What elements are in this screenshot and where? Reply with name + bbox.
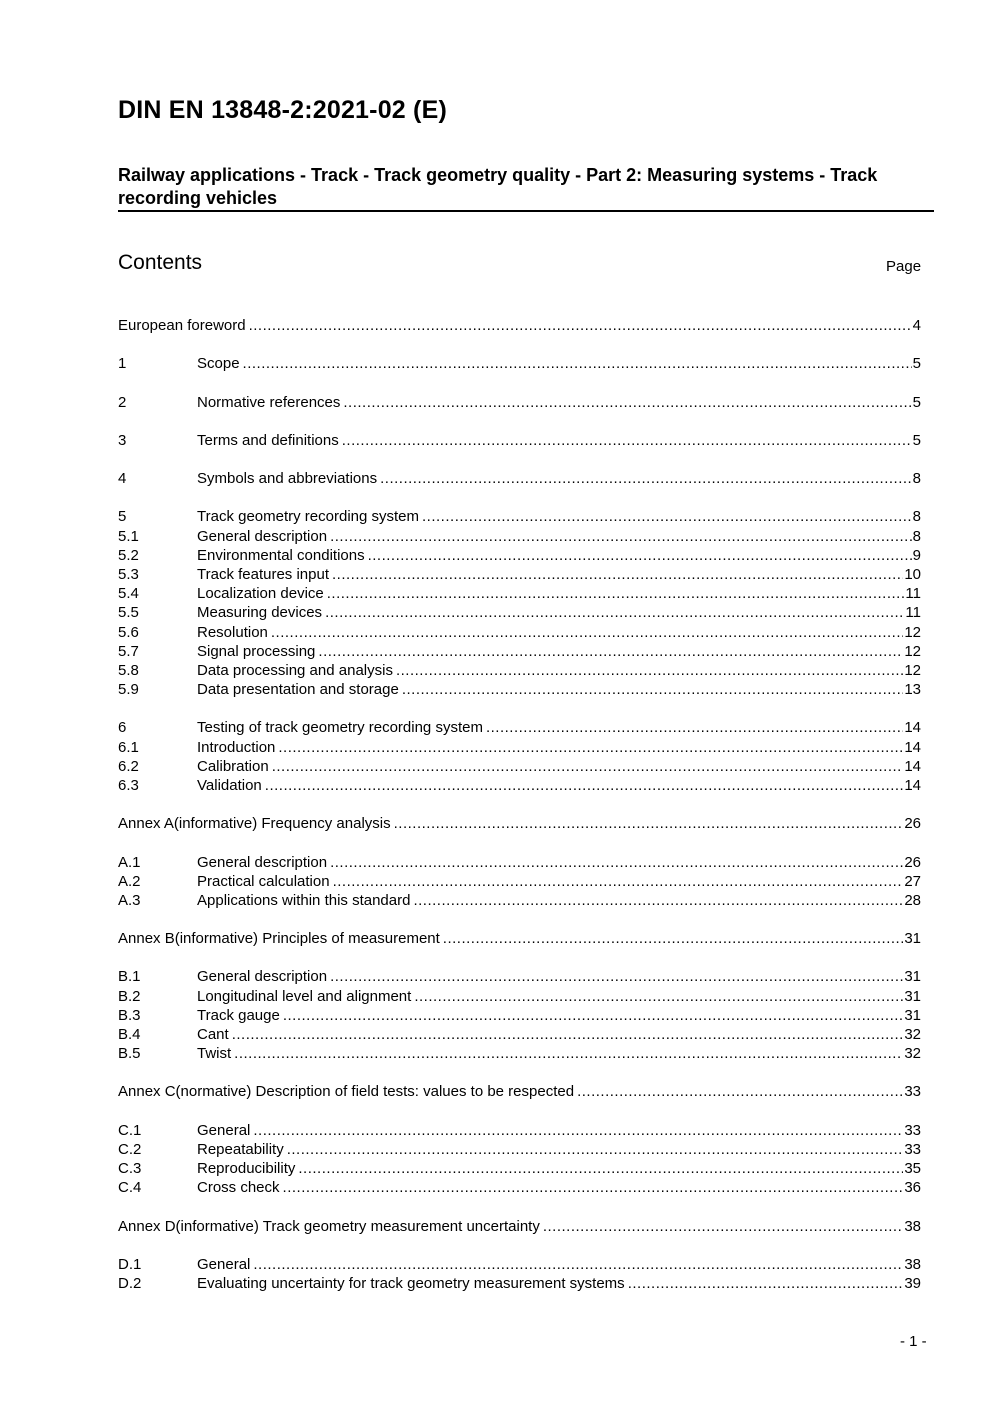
toc-entry[interactable]: [118, 354, 921, 373]
toc-entry-page: 14: [904, 757, 921, 775]
toc-entry-title: Measuring devices: [197, 604, 323, 622]
toc-entry-number: C.1: [118, 1121, 142, 1139]
toc-entry-page: 39: [904, 1275, 921, 1293]
toc-entry[interactable]: [118, 814, 921, 833]
toc-entry[interactable]: [118, 1255, 921, 1274]
toc-entry-title: Annex C(normative) Description of field tests: values to be respected: [118, 1083, 575, 1101]
toc-dot-leader: [628, 1274, 904, 1293]
toc-entry[interactable]: [118, 1044, 921, 1063]
toc-dot-leader: [343, 393, 911, 412]
toc-entry-title: Resolution: [197, 623, 268, 641]
toc-entry-page: 12: [904, 623, 921, 641]
toc-entry-page: 8: [912, 470, 921, 488]
toc-dot-leader: [368, 546, 912, 565]
toc-dot-leader: [332, 565, 903, 584]
toc-entry-title: Data processing and analysis: [197, 661, 393, 679]
toc-entry[interactable]: [118, 853, 921, 872]
toc-dot-leader: [272, 757, 904, 776]
toc-dot-leader: [253, 1121, 903, 1140]
toc-entry-number: 5.2: [118, 546, 139, 564]
toc-entry-number: 5.5: [118, 604, 139, 622]
toc-dot-leader: [380, 469, 912, 488]
toc-entry-number: 5.4: [118, 585, 139, 603]
toc-entry-title: Annex B(informative) Principles of measurement: [118, 930, 440, 948]
toc-entry-number: 6: [118, 719, 127, 737]
toc-entry[interactable]: [118, 1082, 921, 1101]
toc-dot-leader: [396, 661, 903, 680]
toc-entry-page: 14: [904, 776, 921, 794]
toc-entry-page: 8: [912, 508, 921, 526]
toc-entry-page: 26: [904, 815, 921, 833]
toc-entry[interactable]: [118, 1217, 921, 1236]
toc-entry-page: 38: [904, 1255, 921, 1273]
toc-entry-title: Track geometry recording system: [197, 508, 420, 526]
toc-entry[interactable]: [118, 967, 921, 986]
toc-entry-number: A.2: [118, 872, 141, 890]
toc-dot-leader: [394, 814, 904, 833]
footer-page-number: - 1 -: [900, 1333, 927, 1350]
toc-dot-leader: [234, 1044, 903, 1063]
toc-entry-page: 31: [904, 930, 921, 948]
toc-entry-title: Scope: [197, 355, 240, 373]
toc-entry-page: 33: [904, 1121, 921, 1139]
toc-entry-title: Track features input: [197, 565, 330, 583]
toc-entry[interactable]: [118, 776, 921, 795]
toc-entry-title: Calibration: [197, 757, 269, 775]
toc-dot-leader: [318, 642, 903, 661]
toc-dot-leader: [265, 776, 904, 795]
toc-entry-title: Annex D(informative) Track geometry measurement uncertainty: [118, 1217, 540, 1235]
toc-entry-page: 11: [905, 585, 921, 603]
toc-entry-title: General: [197, 1121, 251, 1139]
toc-entry[interactable]: [118, 1159, 921, 1178]
toc-entry-number: 5.1: [118, 527, 139, 545]
toc-entry-number: 6.1: [118, 738, 139, 756]
toc-entry-title: Testing of track geometry recording system: [197, 719, 483, 737]
toc-entry-number: A.1: [118, 853, 141, 871]
toc-entry-title: General description: [197, 968, 328, 986]
toc-dot-leader: [330, 527, 912, 546]
toc-dot-leader: [486, 718, 903, 737]
toc-entry-page: 38: [904, 1217, 921, 1235]
toc-entry-page: 33: [904, 1140, 921, 1158]
toc-dot-leader: [342, 431, 912, 450]
toc-entry-number: 5: [118, 508, 127, 526]
toc-entry-number: B.2: [118, 987, 141, 1005]
toc-dot-leader: [413, 891, 903, 910]
toc-entry-page: 32: [904, 1026, 921, 1043]
toc-entry[interactable]: [118, 1006, 921, 1025]
toc-entry-number: B.1: [118, 968, 141, 986]
toc-entry-title: Terms and definitions: [197, 431, 339, 449]
toc-entry-title: General description: [197, 853, 328, 871]
toc-dot-leader: [327, 584, 905, 603]
toc-entry[interactable]: [118, 872, 921, 891]
toc-entry-title: Localization device: [197, 585, 324, 603]
toc-dot-leader: [325, 603, 904, 622]
toc-dot-leader: [287, 1140, 904, 1159]
toc-entry-title: Longitudinal level and alignment: [197, 987, 412, 1005]
toc-entry-title: Track gauge: [197, 1006, 280, 1024]
toc-entry[interactable]: [118, 527, 921, 546]
toc-entry-number: 5.6: [118, 623, 139, 641]
contents-heading: Contents: [118, 251, 203, 274]
toc-dot-leader: [577, 1082, 903, 1101]
toc-dot-leader: [283, 1178, 904, 1197]
toc-entry-number: D.1: [118, 1255, 142, 1273]
toc-dot-leader: [271, 623, 903, 642]
toc-entry[interactable]: [118, 661, 921, 680]
toc-entry-title: Reproducibility: [197, 1160, 296, 1178]
toc-entry-number: B.4: [118, 1026, 141, 1043]
toc-dot-leader: [330, 967, 903, 986]
toc-entry-number: 5.3: [118, 565, 139, 583]
toc-entry-page: 8: [912, 527, 921, 545]
toc-dot-leader: [283, 1006, 903, 1025]
toc-entry-page: 26: [904, 853, 921, 871]
toc-entry-page: 9: [912, 546, 921, 564]
toc-entry-number: 5.9: [118, 681, 139, 699]
toc-entry[interactable]: [118, 565, 921, 584]
toc-entry-title: Twist: [197, 1045, 232, 1063]
toc-entry-number: 6.3: [118, 776, 139, 794]
toc-entry-page: 31: [904, 968, 921, 986]
toc-entry[interactable]: [118, 431, 921, 450]
toc-entry[interactable]: [118, 680, 921, 699]
toc-entry-page: 31: [904, 1006, 921, 1024]
toc-entry-number: B.5: [118, 1045, 141, 1063]
document-subtitle: Railway applications - Track - Track geometry quality - Part 2: Measuring systems - Track recording vehicles: [118, 165, 878, 208]
toc-entry-page: 12: [904, 661, 921, 679]
toc-entry-title: Practical calculation: [197, 872, 330, 890]
toc-entry-page: 31: [904, 987, 921, 1005]
toc-entry-page: 33: [904, 1083, 921, 1101]
toc-entry-title: General description: [197, 527, 328, 545]
toc-entry-title: Annex A(informative) Frequency analysis: [118, 815, 391, 833]
toc-entry-page: 14: [904, 719, 921, 737]
toc-entry-title: Normative references: [197, 393, 341, 411]
toc-entry-number: A.3: [118, 891, 141, 909]
toc-entry-title: Validation: [197, 776, 262, 794]
toc-entry-number: 6.2: [118, 757, 139, 775]
page-column-heading: Page: [886, 258, 922, 275]
toc-entry-page: 13: [904, 681, 921, 699]
toc-entry-title: Cross check: [197, 1179, 280, 1197]
toc-dot-leader: [298, 1159, 903, 1178]
toc-entry-number: 1: [118, 355, 127, 373]
toc-entry-page: 5: [912, 393, 921, 411]
toc-entry-page: 5: [912, 431, 921, 449]
document-title: DIN EN 13848-2:2021-02 (E): [118, 96, 447, 124]
toc-dot-leader: [232, 1025, 904, 1044]
toc-dot-leader: [333, 872, 904, 891]
toc-entry-number: C.2: [118, 1140, 142, 1158]
title-divider: [118, 210, 934, 212]
toc-entry-title: Cant: [197, 1026, 229, 1043]
toc-entry-title: Repeatability: [197, 1140, 284, 1158]
toc-entry[interactable]: [118, 987, 921, 1006]
toc-entry[interactable]: [118, 738, 921, 757]
toc-entry-page: 28: [904, 891, 921, 909]
toc-entry[interactable]: [118, 1121, 921, 1140]
toc-dot-leader: [443, 929, 904, 948]
toc-entry-title: Data presentation and storage: [197, 681, 399, 699]
toc-dot-leader: [253, 1255, 903, 1274]
toc-entry-number: 3: [118, 431, 127, 449]
toc-entry[interactable]: [118, 469, 921, 488]
toc-entry[interactable]: [118, 929, 921, 948]
toc-entry-number: 2: [118, 393, 127, 411]
toc-entry-number: C.3: [118, 1160, 142, 1178]
toc-entry-title: Applications within this standard: [197, 891, 411, 909]
toc-entry-page: 27: [904, 872, 921, 890]
toc-entry-page: 10: [904, 565, 921, 583]
toc-entry-title: Introduction: [197, 738, 276, 756]
toc-entry[interactable]: [118, 1178, 921, 1197]
toc-entry-page: 35: [904, 1160, 921, 1178]
toc-entry[interactable]: [118, 393, 921, 412]
toc-entry-number: D.2: [118, 1275, 142, 1293]
toc-entry-number: 4: [118, 470, 127, 488]
toc-entry[interactable]: [118, 1274, 921, 1293]
toc-dot-leader: [330, 853, 903, 872]
toc-entry[interactable]: [118, 1025, 921, 1044]
toc-entry-title: Symbols and abbreviations: [197, 470, 378, 488]
toc-entry[interactable]: [118, 603, 921, 622]
toc-entry[interactable]: [118, 584, 921, 603]
toc-dot-leader: [543, 1217, 903, 1236]
toc-entry-title: European foreword: [118, 317, 246, 334]
toc-dot-leader: [414, 987, 903, 1006]
toc-entry[interactable]: [118, 757, 921, 776]
toc-dot-leader: [422, 507, 912, 526]
toc-entry[interactable]: [118, 642, 921, 661]
toc-entry-page: 5: [912, 355, 921, 373]
toc-entry[interactable]: [118, 718, 921, 737]
toc-entry-number: B.3: [118, 1006, 141, 1024]
toc-entry-page: 14: [904, 738, 921, 756]
toc-entry[interactable]: [118, 507, 921, 526]
toc-entry-number: 5.8: [118, 661, 139, 679]
toc-entry-title: Evaluating uncertainty for track geometry measurement systems: [197, 1275, 625, 1293]
toc-entry-page: 36: [904, 1179, 921, 1197]
toc-entry-number: 5.7: [118, 642, 139, 660]
toc-dot-leader: [278, 738, 903, 757]
toc-dot-leader: [402, 680, 904, 699]
table-of-contents: [118, 316, 921, 1293]
toc-entry[interactable]: [118, 316, 921, 335]
toc-dot-leader: [249, 316, 912, 335]
toc-entry-number: C.4: [118, 1179, 142, 1197]
toc-dot-leader: [243, 354, 912, 373]
toc-entry-page: 32: [904, 1045, 921, 1063]
toc-entry-page: 4: [912, 317, 921, 334]
toc-entry-page: 12: [904, 642, 921, 660]
toc-entry[interactable]: [118, 1140, 921, 1159]
toc-entry-title: Signal processing: [197, 642, 316, 660]
toc-entry[interactable]: [118, 891, 921, 910]
toc-entry-title: General: [197, 1255, 251, 1273]
toc-entry[interactable]: [118, 623, 921, 642]
toc-entry-title: Environmental conditions: [197, 546, 365, 564]
toc-entry-page: 11: [905, 604, 921, 622]
toc-entry[interactable]: [118, 546, 921, 565]
